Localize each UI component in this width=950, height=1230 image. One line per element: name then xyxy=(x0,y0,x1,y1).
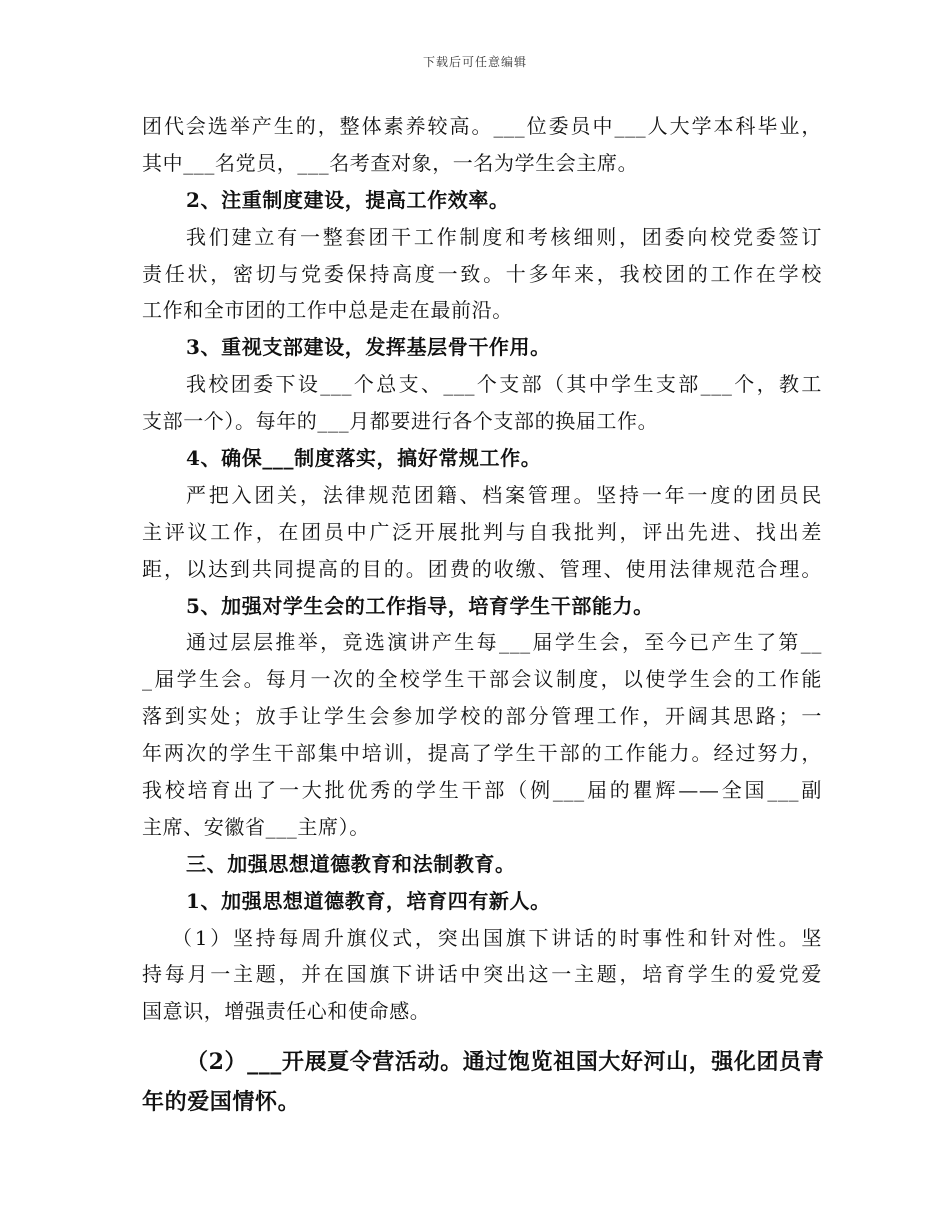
paragraph-line: 团代会选举产生的，整体素养较高。___位委员中___人大学本科毕业， xyxy=(142,114,822,138)
page-header: 下载后可任意编辑 xyxy=(422,55,527,69)
paragraph-line: 主评议工作，在团员中广泛开展批判与自我批判，评出先进、找出差 xyxy=(142,519,822,544)
paragraph-line: 支部一个）。每年的___月都要进行各个支部的换届工作。 xyxy=(142,409,659,434)
section-heading: 3、重视支部建设，发挥基层骨干作用。 xyxy=(186,335,551,360)
paragraph-line: 国意识，增强责任心和使命感。 xyxy=(142,999,431,1024)
paragraph-line: 落到实处；放手让学生会参加学校的部分管理工作，开阔其思路；一 xyxy=(142,704,822,729)
paragraph-line: _届学生会。每月一次的全校学生干部会议制度，以使学生会的工作能 xyxy=(142,667,822,692)
section-heading: 三、加强思想道德教育和法制教育。 xyxy=(186,851,516,876)
paragraph-line: 我们建立有一整套团干工作制度和考核细则，团委向校党委签订 xyxy=(186,224,822,249)
section-heading: 5、加强对学生会的工作指导，培育学生干部能力。 xyxy=(186,593,654,618)
paragraph-line: 责任状，密切与党委保持高度一致。十多年来，我校团的工作在学校 xyxy=(142,261,822,286)
paragraph-line: 我校培育出了一大批优秀的学生干部（例___届的瞿辉——全国___副 xyxy=(142,778,822,803)
section-heading: 年的爱国情怀。 xyxy=(142,1089,301,1116)
paragraph-line: 距，以达到共同提高的目的。团费的收缴、管理、使用法律规范合理。 xyxy=(142,556,822,581)
paragraph-line: 严把入团关，法律规范团籍、档案管理。坚持一年一度的团员民 xyxy=(186,482,822,507)
paragraph-line: （1）坚持每周升旗仪式，突出国旗下讲话的时事性和针对性。坚 xyxy=(172,925,822,950)
section-heading: （2）___开展夏令营活动。通过饱览祖国大好河山，强化团员青 xyxy=(186,1049,825,1076)
paragraph-line: 工作和全市团的工作中总是走在最前沿。 xyxy=(142,298,513,323)
section-heading: 4、确保___制度落实，搞好常规工作。 xyxy=(186,446,542,471)
paragraph-line: 年两次的学生干部集中培训，提高了学生干部的工作能力。经过努力， xyxy=(142,741,822,766)
document-body xyxy=(142,108,825,1122)
paragraph-line: 通过层层推举，竞选演讲产生每___届学生会，至今已产生了第__ xyxy=(186,630,822,655)
section-heading: 1、加强思想道德教育，培育四有新人。 xyxy=(186,888,551,913)
section-heading: 2、注重制度建设，提高工作效率。 xyxy=(186,187,510,212)
paragraph-line: 其中___名党员，___名考查对象，一名为学生会主席。 xyxy=(142,150,639,175)
paragraph-line: 我校团委下设___个总支、___个支部（其中学生支部___个，教工 xyxy=(186,372,822,397)
paragraph-line: 主席、安徽省___主席）。 xyxy=(142,814,370,839)
paragraph-line: 持每月一主题，并在国旗下讲话中突出这一主题，培育学生的爱党爱 xyxy=(142,962,822,987)
